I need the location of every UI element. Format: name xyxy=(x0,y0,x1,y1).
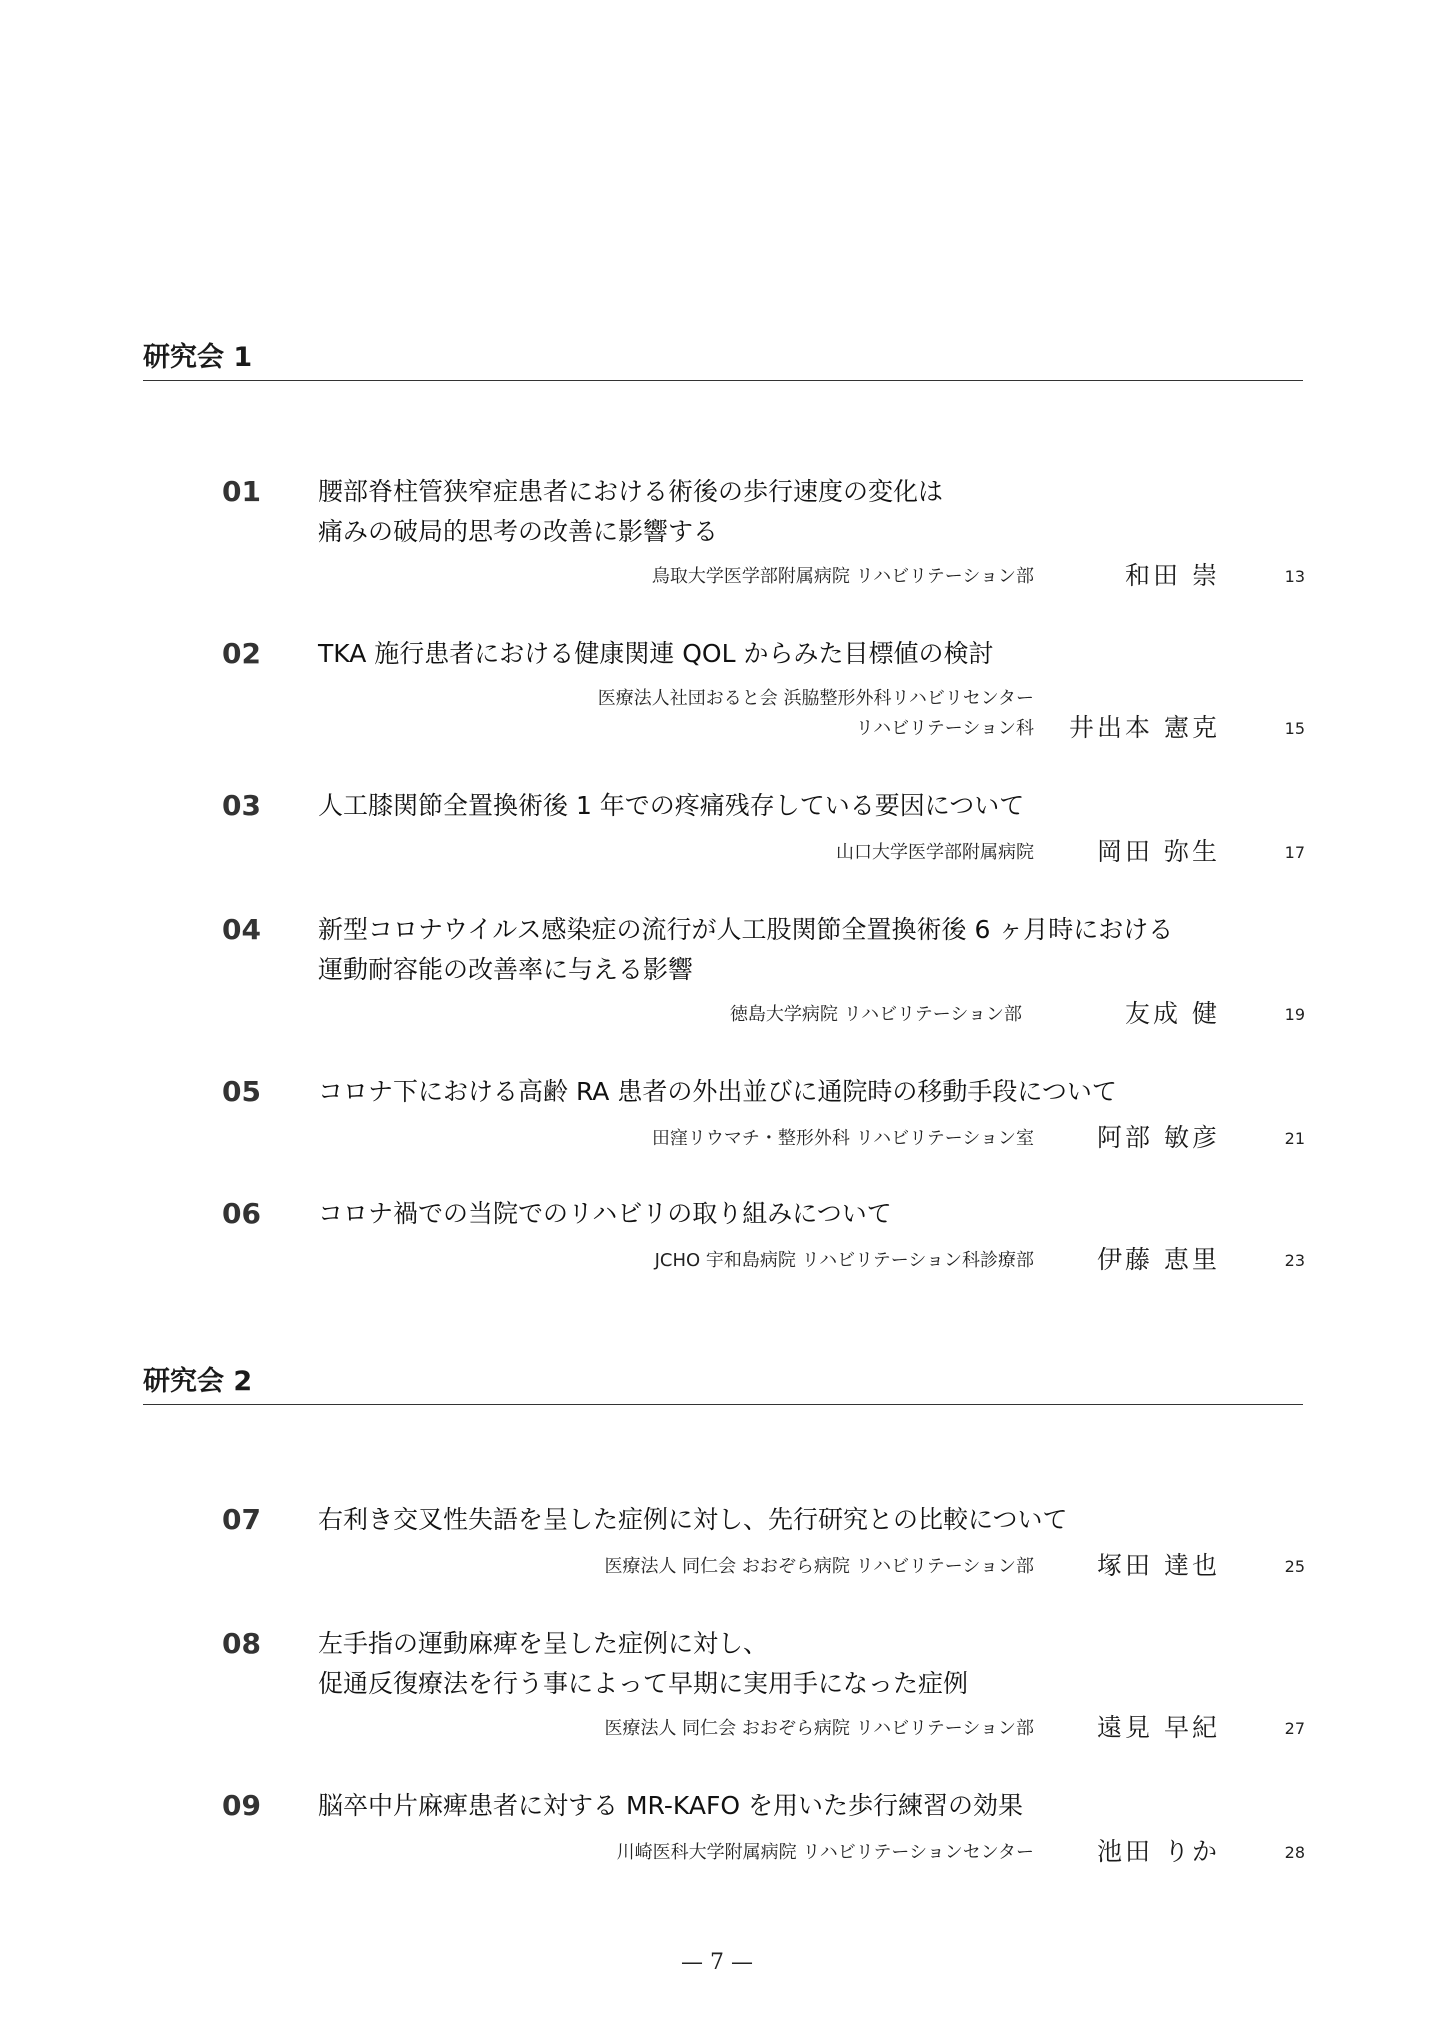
entry-affiliation: 田窪リウマチ・整形外科 リハビリテーション室 xyxy=(651,1128,1034,1149)
entry-page: 23 xyxy=(1284,1251,1305,1270)
entry-number: 05 xyxy=(222,1075,261,1108)
entry-number: 04 xyxy=(222,913,261,946)
section-heading: 研究会 2 xyxy=(143,1364,1303,1405)
entry-author: 井出本 憲克 xyxy=(1069,713,1220,742)
entry-title: 右利き交叉性失語を呈した症例に対し、先行研究との比較について xyxy=(318,1505,1068,1534)
entry-number: 03 xyxy=(222,789,261,822)
entry-affiliation: 川崎医科大学附属病院 リハビリテーションセンター xyxy=(616,1842,1034,1863)
entry-meta xyxy=(0,558,1434,594)
entry-meta xyxy=(0,710,1434,746)
entry-author: 池田 りか xyxy=(1097,1837,1220,1866)
entry-meta xyxy=(0,834,1434,870)
entry-page: 15 xyxy=(1284,719,1305,738)
page-number: — 7 — xyxy=(681,1950,753,1975)
entry-author: 友成 健 xyxy=(1125,999,1220,1028)
entry-title: 左手指の運動麻痺を呈した症例に対し、 促通反復療法を行う事によって早期に実用手になった症例 xyxy=(318,1629,969,1698)
entry-meta xyxy=(0,1242,1434,1278)
entry-page: 21 xyxy=(1284,1129,1305,1148)
entry-title: 新型コロナウイルス感染症の流行が人工股関節全置換術後 6 ヶ月時における 運動耐容能の改善率に与える影響 xyxy=(318,915,1174,984)
entry-title: 腰部脊柱管狭窄症患者における術後の歩行速度の変化は 痛みの破局的思考の改善に影響する xyxy=(318,477,944,546)
entry-affiliation: 医療法人 同仁会 おおぞら病院 リハビリテーション部 xyxy=(604,1718,1034,1739)
entry-affiliation: 医療法人社団おると会 浜脇整形外科リハビリセンター xyxy=(597,688,1034,709)
entry-title: コロナ下における高齢 RA 患者の外出並びに通院時の移動手段について xyxy=(318,1077,1117,1106)
entry-meta xyxy=(0,996,1434,1032)
entry-author: 阿部 敏彦 xyxy=(1097,1123,1220,1152)
entry-title: 脳卒中片麻痺患者に対する MR-KAFO を用いた歩行練習の効果 xyxy=(318,1791,1023,1820)
entry-title: 人工膝関節全置換術後 1 年での疼痛残存している要因について xyxy=(318,791,1025,820)
entry-author: 塚田 達也 xyxy=(1097,1551,1220,1580)
entry-affiliation: 徳島大学病院 リハビリテーション部 xyxy=(729,1004,1022,1025)
entry-meta xyxy=(0,1120,1434,1156)
entry-page: 13 xyxy=(1284,567,1305,586)
entry-meta xyxy=(0,1548,1434,1584)
entry-number: 08 xyxy=(222,1627,261,1660)
entry-number: 09 xyxy=(222,1789,261,1822)
entry-title: コロナ禍での当院でのリハビリの取り組みについて xyxy=(318,1199,892,1228)
entry-number: 01 xyxy=(222,475,261,508)
entry-page: 27 xyxy=(1284,1719,1305,1738)
entry-page: 28 xyxy=(1284,1843,1305,1862)
entry-author: 遠見 早紀 xyxy=(1097,1713,1220,1742)
entry-meta xyxy=(0,1834,1434,1870)
entry-author: 伊藤 恵里 xyxy=(1097,1245,1220,1274)
entry-number: 07 xyxy=(222,1503,261,1536)
entry-page: 19 xyxy=(1284,1005,1305,1024)
entry-affiliation: 医療法人 同仁会 おおぞら病院 リハビリテーション部 xyxy=(604,1556,1034,1577)
entry-affiliation: 山口大学医学部附属病院 xyxy=(836,842,1034,863)
entry-number: 02 xyxy=(222,637,261,670)
entry-page: 25 xyxy=(1284,1557,1305,1576)
entry-author: 和田 崇 xyxy=(1125,561,1220,590)
entry-meta xyxy=(0,1710,1434,1746)
entry-affiliation: リハビリテーション科 xyxy=(855,718,1034,739)
entry-page: 17 xyxy=(1284,843,1305,862)
entry-number: 06 xyxy=(222,1197,261,1230)
entry-affiliation: 鳥取大学医学部附属病院 リハビリテーション部 xyxy=(651,566,1034,587)
entry-title: TKA 施行患者における健康関連 QOL からみた目標値の検討 xyxy=(318,639,994,668)
section-heading: 研究会 1 xyxy=(143,340,1303,381)
entry-author: 岡田 弥生 xyxy=(1097,837,1220,866)
entry-affiliation: JCHO 宇和島病院 リハビリテーション科診療部 xyxy=(654,1250,1034,1271)
